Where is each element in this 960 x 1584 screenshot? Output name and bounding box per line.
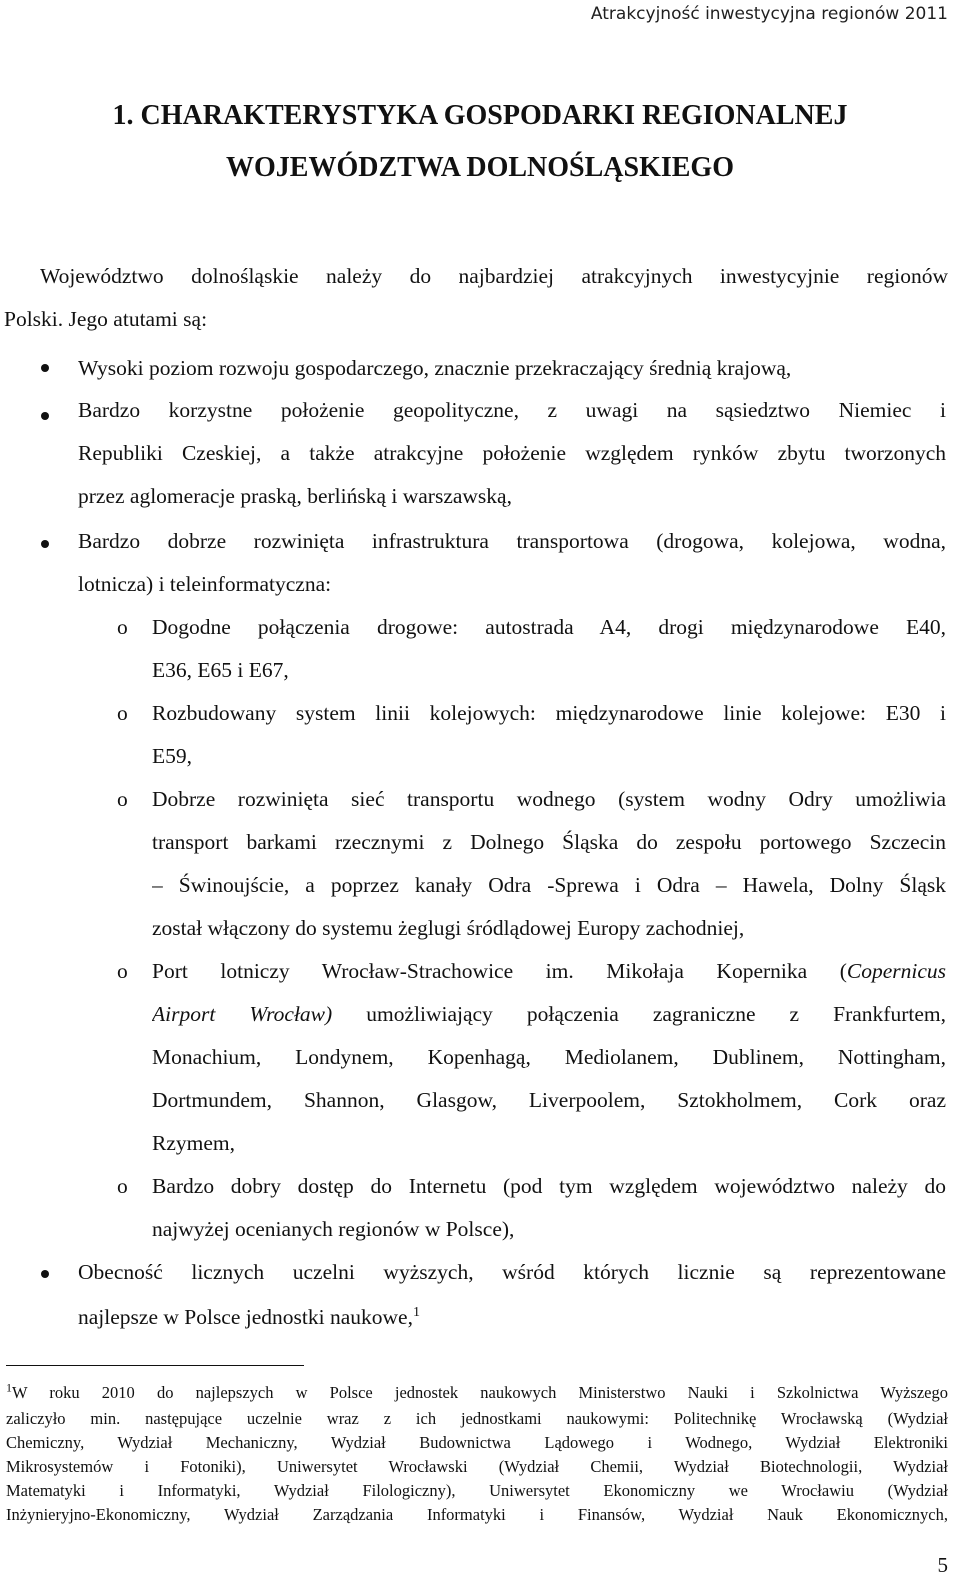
sub-bullet-3-line-3: – Świnoujście, a poprzez kanały Odra -Sprewa i Odra – Hawela, Dolny Śląsk (152, 873, 946, 897)
sub-bullet-3-line-1: Dobrze rozwinięta sieć transportu wodnego (system wodny Odry umożliwia (152, 787, 946, 811)
airport-name-text: Port lotniczy Wrocław-Strachowice im. Mikołaja Kopernika ( (152, 959, 847, 983)
sub-bullet-4-line-3: Monachium, Londynem, Kopenhagą, Mediolanem, Dublinem, Nottingham, (152, 1045, 946, 1069)
sub-bullet-5-line-1: Bardzo dobry dostęp do Internetu (pod tym względem województwo należy do (152, 1174, 946, 1198)
bullet-marker (41, 1270, 49, 1278)
bullet-2-line-2: Republiki Czeskiej, a także atrakcyjne położenie względem rynków zbytu tworzonych (78, 441, 946, 465)
sub-bullet-marker: o (117, 787, 128, 811)
airport-english-name-italic-cont: Airport Wrocław) (152, 1002, 333, 1026)
bullet-1-line-1: Wysoki poziom rozwoju gospodarczego, znacznie przekraczający średnią krajową, (78, 356, 792, 380)
sub-bullet-2-line-2: E59, (152, 744, 193, 768)
footnote-line-6: Inżynieryjno-Ekonomiczny, Wydział Zarządzania Informatyki i Finansów, Wydział Nauk Ekonomicznych, (6, 1505, 948, 1524)
sub-bullet-marker: o (117, 615, 128, 639)
airport-english-name-italic: Copernicus (846, 959, 946, 983)
sub-bullet-4-line-4: Dortmundem, Shannon, Glasgow, Liverpoolem, Sztokholmem, Cork oraz (152, 1088, 946, 1112)
bullet-3-line-2: lotnicza) i teleinformatyczna: (78, 572, 332, 596)
footnote-line-2: zaliczyło min. następujące uczelnie wraz z ich jednostkami naukowymi: Politechnikę Wrocławską (Wydział (6, 1409, 948, 1428)
sub-bullet-marker: o (117, 1174, 128, 1198)
bullet-4-line-2-text: najlepsze w Polsce jednostki naukowe, (78, 1305, 413, 1329)
footnote-separator (6, 1365, 304, 1366)
bullet-2-line-1: Bardzo korzystne położenie geopolityczne, z uwagi na sąsiedztwo Niemiec i (78, 398, 946, 422)
footnote-line-1-text: W roku 2010 do najlepszych w Polsce jednostek naukowych Ministerstwo Nauki i Szkolnictwa Wyższego (12, 1383, 948, 1402)
bullet-4-line-2 (78, 1303, 420, 1331)
intro-line-1: Województwo dolnośląskie należy do najbardziej atrakcyjnych inwestycyjnie regionów (40, 264, 948, 288)
bullet-4-line-1: Obecność licznych uczelni wyższych, wśród których licznie są reprezentowane (78, 1260, 946, 1284)
sub-bullet-1-line-1: Dogodne połączenia drogowe: autostrada A4, drogi międzynarodowe E40, (152, 615, 946, 639)
sub-bullet-4-line-2 (152, 1000, 946, 1028)
footnote-line-3: Chemiczny, Wydział Mechaniczny, Wydział Budownictwa Lądowego i Wodnego, Wydział Elektroniki (6, 1433, 948, 1452)
footnote-reference[interactable]: 1 (412, 1304, 420, 1320)
page-number: 5 (937, 1553, 948, 1577)
bullet-2-line-3: przez aglomeracje praską, berlińską i warszawską, (78, 484, 512, 508)
sub-bullet-5-line-2: najwyżej ocenianych regionów w Polsce), (152, 1217, 515, 1241)
chapter-title-line-1: 1. CHARAKTERYSTYKA GOSPODARKI REGIONALNEJ (112, 100, 848, 131)
sub-bullet-2-line-1: Rozbudowany system linii kolejowych: międzynarodowe linie kolejowe: E30 i (152, 701, 946, 725)
bullet-3-line-1: Bardzo dobrze rozwinięta infrastruktura transportowa (drogowa, kolejowa, wodna, (78, 529, 946, 553)
sub-bullet-3-line-2: transport barkami rzecznymi z Dolnego Śląska do zespołu portowego Szczecin (152, 830, 946, 854)
bullet-marker (41, 364, 49, 372)
intro-line-2: Polski. Jego atutami są: (4, 307, 208, 331)
airport-connections-text: umożliwiający połączenia zagraniczne z Frankfurtem, (332, 1002, 946, 1026)
bullet-marker (41, 412, 49, 420)
sub-bullet-marker: o (117, 959, 128, 983)
footnote-line-1 (6, 1382, 948, 1404)
sub-bullet-4-line-5: Rzymem, (152, 1131, 235, 1155)
sub-bullet-marker: o (117, 701, 128, 725)
sub-bullet-4-line-1 (152, 957, 946, 985)
footnote-line-5: Matematyki i Informatyki, Wydział Filologiczny), Uniwersytet Ekonomiczny we Wrocławiu (Wydział (6, 1481, 948, 1500)
running-header: Atrakcyjność inwestycyjna regionów 2011 (590, 4, 948, 24)
bullet-marker (41, 540, 49, 548)
footnote-number: 1 (6, 1382, 12, 1395)
chapter-title-line-2: WOJEWÓDZTWA DOLNOŚLĄSKIEGO (225, 152, 734, 183)
sub-bullet-1-line-2: E36, E65 i E67, (152, 658, 289, 682)
footnote-line-4: Mikrosystemów i Fotoniki), Uniwersytet Wrocławski (Wydział Chemii, Wydział Biotechnologii, Wydział (6, 1457, 948, 1476)
sub-bullet-3-line-4: został włączony do systemu żeglugi śródlądowej Europy zachodniej, (152, 916, 745, 940)
